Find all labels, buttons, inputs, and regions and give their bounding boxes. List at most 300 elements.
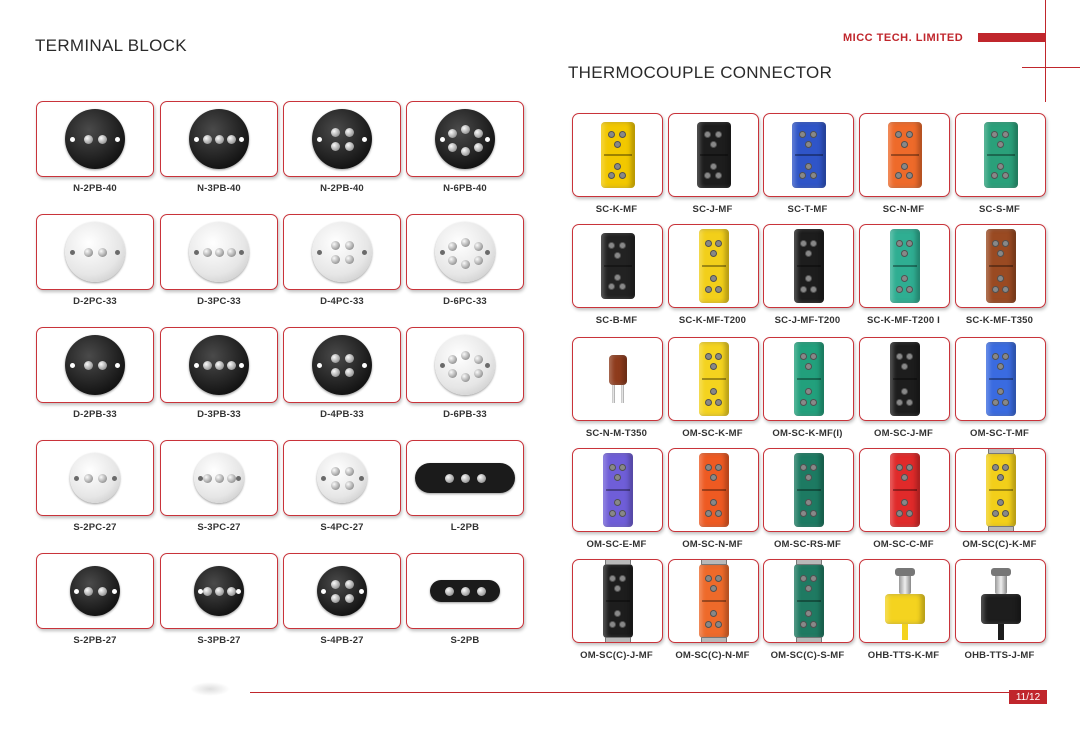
connector-body bbox=[609, 355, 627, 385]
connector-body bbox=[699, 564, 729, 638]
terminal-block-body bbox=[70, 453, 120, 503]
thermocouple-connector-title: THERMOCOUPLE CONNECTOR bbox=[568, 63, 833, 82]
connector-seam bbox=[797, 489, 821, 491]
screw-icon bbox=[98, 474, 107, 483]
pin-icon bbox=[901, 388, 908, 395]
knob-icon bbox=[895, 568, 915, 576]
brand-red-bar bbox=[978, 33, 1046, 42]
screw-icon bbox=[345, 368, 354, 377]
pin-icon bbox=[810, 240, 817, 247]
pin-icon bbox=[895, 131, 902, 138]
terminal-block-card[interactable] bbox=[283, 327, 401, 403]
connector-seam bbox=[702, 265, 726, 267]
screw-icon bbox=[227, 135, 236, 144]
connector-card[interactable] bbox=[572, 224, 663, 308]
connector-seam bbox=[797, 600, 821, 602]
pin-icon bbox=[710, 275, 717, 282]
mounting-hole bbox=[317, 250, 322, 255]
pin-icon bbox=[997, 275, 1004, 282]
pin-icon bbox=[906, 131, 913, 138]
connector-seam bbox=[700, 154, 728, 156]
connector-label: SC-K-MF-T200 bbox=[678, 315, 747, 326]
mounting-hole bbox=[317, 363, 322, 368]
connector-seam bbox=[989, 378, 1013, 380]
terminal-block-label: S-3PB-27 bbox=[197, 635, 241, 646]
connector-seam bbox=[989, 489, 1013, 491]
connector-body bbox=[890, 342, 920, 416]
screw-icon bbox=[474, 242, 483, 251]
connector-label: SC-K-MF bbox=[595, 204, 638, 215]
connector-label: SC-T-MF bbox=[787, 204, 828, 215]
clip-icon bbox=[605, 559, 631, 565]
pin-icon bbox=[810, 131, 817, 138]
pin-icon bbox=[1002, 464, 1009, 471]
pin-icon bbox=[896, 240, 903, 247]
clip-icon bbox=[796, 637, 822, 643]
connector-card[interactable] bbox=[572, 113, 663, 197]
mounting-hole bbox=[198, 589, 203, 594]
pin-icon bbox=[614, 163, 621, 170]
terminal-block-label: N-6PB-40 bbox=[443, 183, 487, 194]
pin-icon bbox=[619, 621, 626, 628]
mounting-hole bbox=[112, 589, 117, 594]
pin-icon bbox=[805, 141, 812, 148]
pin-icon bbox=[906, 353, 913, 360]
connector-body bbox=[699, 229, 729, 303]
connector-seam bbox=[989, 265, 1013, 267]
screw-icon bbox=[461, 373, 470, 382]
connector-card[interactable] bbox=[859, 559, 950, 643]
terminal-block-card[interactable] bbox=[406, 327, 524, 403]
pin-icon bbox=[1002, 131, 1009, 138]
connector-seam bbox=[604, 154, 632, 156]
pin-icon bbox=[715, 172, 722, 179]
terminal-block-card[interactable] bbox=[160, 553, 278, 629]
pin-icon bbox=[715, 575, 722, 582]
terminal-block-label: D-6PC-33 bbox=[443, 296, 487, 307]
connector-seam bbox=[987, 154, 1015, 156]
connector-card[interactable] bbox=[763, 337, 854, 421]
pin-icon bbox=[710, 141, 717, 148]
screw-icon bbox=[215, 361, 224, 370]
pin-icon bbox=[715, 353, 722, 360]
terminal-block-card[interactable] bbox=[36, 327, 154, 403]
terminal-block-label: N-3PB-40 bbox=[197, 183, 241, 194]
screw-icon bbox=[474, 256, 483, 265]
screw-icon bbox=[345, 580, 354, 589]
screw-icon bbox=[461, 587, 470, 596]
pin-icon bbox=[1002, 510, 1009, 517]
pin-icon bbox=[997, 499, 1004, 506]
pin-icon bbox=[710, 163, 717, 170]
pin-icon bbox=[608, 131, 615, 138]
screw-icon bbox=[461, 474, 470, 483]
connector-label: OM-SC(C)-S-MF bbox=[770, 650, 845, 661]
pin-icon bbox=[1002, 399, 1009, 406]
pin-icon bbox=[710, 474, 717, 481]
mounting-hole bbox=[321, 476, 326, 481]
screw-icon bbox=[215, 587, 224, 596]
mounting-hole bbox=[362, 363, 367, 368]
connector-body bbox=[984, 122, 1018, 188]
screw-icon bbox=[331, 580, 340, 589]
prong-icon bbox=[612, 385, 615, 403]
pin-icon bbox=[810, 621, 817, 628]
mounting-hole bbox=[70, 137, 75, 142]
screw-icon bbox=[345, 467, 354, 476]
terminal-block-body bbox=[435, 222, 495, 282]
mounting-hole bbox=[194, 363, 199, 368]
pin-icon bbox=[705, 353, 712, 360]
screw-icon bbox=[98, 248, 107, 257]
connector-label: OM-SC-C-MF bbox=[873, 539, 934, 550]
pin-icon bbox=[810, 464, 817, 471]
pin-icon bbox=[810, 575, 817, 582]
connector-seam bbox=[702, 600, 726, 602]
footer-line bbox=[250, 692, 1045, 693]
pin-icon bbox=[1002, 286, 1009, 293]
mounting-hole bbox=[362, 250, 367, 255]
connector-label: SC-N-M-T350 bbox=[585, 428, 648, 439]
pin-icon bbox=[800, 353, 807, 360]
terminal-block-card[interactable] bbox=[283, 101, 401, 177]
screw-icon bbox=[84, 248, 93, 257]
screw-icon bbox=[203, 361, 212, 370]
pin-icon bbox=[1002, 353, 1009, 360]
terminal-block-card[interactable] bbox=[160, 440, 278, 516]
pin-icon bbox=[710, 388, 717, 395]
pin-icon bbox=[800, 510, 807, 517]
mounting-hole bbox=[485, 363, 490, 368]
screw-icon bbox=[445, 474, 454, 483]
connector-label: OM-SC-K-MF bbox=[682, 428, 743, 439]
mounting-hole bbox=[115, 250, 120, 255]
terminal-block-label: D-2PB-33 bbox=[73, 409, 117, 420]
pin-icon bbox=[799, 131, 806, 138]
screw-icon bbox=[227, 248, 236, 257]
connector-card[interactable] bbox=[668, 113, 759, 197]
connector-seam bbox=[606, 489, 630, 491]
screw-icon bbox=[448, 256, 457, 265]
connector-body bbox=[601, 233, 635, 299]
connector-body bbox=[697, 122, 731, 188]
pin-icon bbox=[992, 240, 999, 247]
connector-card[interactable] bbox=[572, 337, 663, 421]
screw-icon bbox=[461, 260, 470, 269]
connector-card[interactable] bbox=[668, 224, 759, 308]
pin-icon bbox=[1002, 240, 1009, 247]
pin-icon bbox=[619, 242, 626, 249]
connector-label: OHB-TTS-K-MF bbox=[867, 650, 940, 661]
connector-card[interactable] bbox=[763, 448, 854, 532]
connector-card[interactable] bbox=[859, 337, 950, 421]
terminal-block-card[interactable] bbox=[36, 440, 154, 516]
terminal-block-label: N-2PB-40 bbox=[73, 183, 117, 194]
terminal-block-body bbox=[312, 222, 372, 282]
pin-icon bbox=[608, 242, 615, 249]
pin-icon bbox=[805, 363, 812, 370]
mounting-hole bbox=[239, 137, 244, 142]
connector-label: SC-J-MF-T200 bbox=[774, 315, 841, 326]
screw-icon bbox=[84, 474, 93, 483]
pin-icon bbox=[619, 283, 626, 290]
pin-icon bbox=[619, 575, 626, 582]
connector-label: SC-J-MF bbox=[692, 204, 733, 215]
handle-icon bbox=[899, 574, 911, 594]
knob-icon bbox=[991, 568, 1011, 576]
pin-icon bbox=[800, 621, 807, 628]
connector-card[interactable] bbox=[763, 224, 854, 308]
connector-label: OM-SC(C)-J-MF bbox=[580, 650, 653, 661]
screw-icon bbox=[448, 355, 457, 364]
screw-icon bbox=[474, 355, 483, 364]
terminal-block-card[interactable] bbox=[283, 440, 401, 516]
pin-icon bbox=[715, 240, 722, 247]
connector-seam bbox=[702, 489, 726, 491]
mounting-hole bbox=[70, 363, 75, 368]
pin-icon bbox=[810, 172, 817, 179]
screw-icon bbox=[98, 135, 107, 144]
screw-icon bbox=[84, 135, 93, 144]
terminal-block-card[interactable] bbox=[160, 101, 278, 177]
connector-card[interactable] bbox=[668, 559, 759, 643]
terminal-block-body bbox=[312, 109, 372, 169]
pin-icon bbox=[715, 464, 722, 471]
screw-icon bbox=[477, 587, 486, 596]
pin-icon bbox=[896, 464, 903, 471]
terminal-block-body bbox=[70, 566, 120, 616]
mounting-hole bbox=[198, 476, 203, 481]
connector-seam bbox=[893, 265, 917, 267]
terminal-block-card[interactable] bbox=[160, 214, 278, 290]
pin-icon bbox=[609, 621, 616, 628]
clip-icon bbox=[701, 637, 727, 643]
screw-icon bbox=[331, 467, 340, 476]
pin-icon bbox=[609, 464, 616, 471]
connector-card[interactable] bbox=[955, 224, 1046, 308]
terminal-block-card[interactable] bbox=[36, 553, 154, 629]
pin-icon bbox=[799, 172, 806, 179]
connector-card[interactable] bbox=[859, 113, 950, 197]
pin-icon bbox=[800, 575, 807, 582]
pin-icon bbox=[704, 131, 711, 138]
connector-body bbox=[603, 564, 633, 638]
terminal-block-label: D-6PB-33 bbox=[443, 409, 487, 420]
connector-card[interactable] bbox=[763, 113, 854, 197]
screw-icon bbox=[98, 361, 107, 370]
mounting-hole bbox=[440, 363, 445, 368]
connector-body bbox=[792, 122, 826, 188]
pin-icon bbox=[619, 510, 626, 517]
screw-icon bbox=[461, 125, 470, 134]
connector-card[interactable] bbox=[763, 559, 854, 643]
pin-icon bbox=[810, 510, 817, 517]
terminal-block-label: S-2PB bbox=[450, 635, 480, 646]
terminal-block-card[interactable] bbox=[283, 553, 401, 629]
terminal-block-card[interactable] bbox=[406, 440, 524, 516]
pin-icon bbox=[810, 286, 817, 293]
screw-icon bbox=[331, 481, 340, 490]
pin-icon bbox=[614, 141, 621, 148]
connector-body bbox=[794, 564, 824, 638]
pin-icon bbox=[614, 610, 621, 617]
terminal-block-card[interactable] bbox=[160, 327, 278, 403]
pin-icon bbox=[614, 252, 621, 259]
connector-label: OM-SC-T-MF bbox=[970, 428, 1029, 439]
screw-icon bbox=[227, 587, 236, 596]
screw-icon bbox=[215, 135, 224, 144]
mounting-hole bbox=[115, 363, 120, 368]
terminal-block-card[interactable] bbox=[36, 101, 154, 177]
connector-label: OM-SC(C)-K-MF bbox=[962, 539, 1037, 550]
screw-icon bbox=[84, 587, 93, 596]
pin-icon bbox=[906, 286, 913, 293]
terminal-block-card[interactable] bbox=[283, 214, 401, 290]
cable-tail bbox=[902, 624, 908, 640]
connector-card[interactable] bbox=[668, 448, 759, 532]
screw-icon bbox=[461, 147, 470, 156]
pin-icon bbox=[997, 250, 1004, 257]
connector-card[interactable] bbox=[859, 448, 950, 532]
pin-icon bbox=[805, 585, 812, 592]
pin-icon bbox=[997, 388, 1004, 395]
terminal-block-body bbox=[194, 453, 244, 503]
pin-icon bbox=[800, 399, 807, 406]
brand-name: MICC TECH. LIMITED bbox=[843, 32, 964, 44]
connector-body bbox=[794, 342, 824, 416]
pin-icon bbox=[906, 510, 913, 517]
pin-icon bbox=[895, 172, 902, 179]
terminal-block-card[interactable] bbox=[36, 214, 154, 290]
mounting-hole bbox=[440, 250, 445, 255]
mounting-hole bbox=[239, 363, 244, 368]
connector-card[interactable] bbox=[955, 559, 1046, 643]
clip-icon bbox=[796, 559, 822, 565]
connector-card[interactable] bbox=[955, 448, 1046, 532]
terminal-block-body bbox=[65, 109, 125, 169]
terminal-block-label: D-3PB-33 bbox=[197, 409, 241, 420]
connector-label: OM-SC-E-MF bbox=[586, 539, 647, 550]
pin-icon bbox=[614, 585, 621, 592]
connector-label: OM-SC-N-MF bbox=[682, 539, 743, 550]
connector-label: OM-SC-K-MF(I) bbox=[772, 428, 843, 439]
connector-card[interactable] bbox=[572, 559, 663, 643]
pin-icon bbox=[901, 250, 908, 257]
connector-label: SC-N-MF bbox=[882, 204, 925, 215]
connector-card[interactable] bbox=[859, 224, 950, 308]
connector-seam bbox=[797, 378, 821, 380]
connector-card[interactable] bbox=[572, 448, 663, 532]
screw-icon bbox=[445, 587, 454, 596]
connector-card[interactable] bbox=[668, 337, 759, 421]
footer-watermark-smudge bbox=[190, 682, 230, 696]
terminal-block-card[interactable] bbox=[406, 553, 524, 629]
corner-vertical-line bbox=[1045, 0, 1046, 102]
screw-icon bbox=[331, 354, 340, 363]
pin-icon bbox=[901, 474, 908, 481]
terminal-block-body bbox=[317, 566, 367, 616]
terminal-block-label: D-4PC-33 bbox=[320, 296, 364, 307]
pin-icon bbox=[608, 283, 615, 290]
mounting-hole bbox=[112, 476, 117, 481]
connector-body bbox=[601, 122, 635, 188]
screw-icon bbox=[331, 142, 340, 151]
screw-icon bbox=[331, 128, 340, 137]
connector-body bbox=[890, 453, 920, 527]
connector-card[interactable] bbox=[955, 337, 1046, 421]
pin-icon bbox=[614, 274, 621, 281]
pin-icon bbox=[997, 363, 1004, 370]
screw-icon bbox=[331, 594, 340, 603]
terminal-block-body bbox=[430, 580, 500, 602]
pin-icon bbox=[896, 353, 903, 360]
connector-card[interactable] bbox=[955, 113, 1046, 197]
handle-icon bbox=[995, 574, 1007, 594]
terminal-block-body bbox=[189, 222, 249, 282]
connector-label: OM-SC-J-MF bbox=[874, 428, 933, 439]
mounting-hole bbox=[194, 250, 199, 255]
pin-icon bbox=[805, 250, 812, 257]
terminal-block-card[interactable] bbox=[406, 101, 524, 177]
screw-icon bbox=[461, 351, 470, 360]
mounting-hole bbox=[236, 589, 241, 594]
pin-icon bbox=[705, 510, 712, 517]
screw-icon bbox=[203, 248, 212, 257]
terminal-block-label: L-2PB bbox=[450, 522, 480, 533]
connector-label: SC-S-MF bbox=[979, 204, 1020, 215]
terminal-block-label: S-4PB-27 bbox=[320, 635, 364, 646]
pin-icon bbox=[896, 399, 903, 406]
screw-icon bbox=[345, 354, 354, 363]
cable-tail bbox=[998, 624, 1004, 640]
connector-seam bbox=[893, 378, 917, 380]
mounting-hole bbox=[362, 137, 367, 142]
screw-icon bbox=[215, 474, 224, 483]
pin-icon bbox=[805, 499, 812, 506]
terminal-block-card[interactable] bbox=[406, 214, 524, 290]
mounting-hole bbox=[317, 137, 322, 142]
screw-icon bbox=[474, 143, 483, 152]
terminal-block-label: N-2PB-40 bbox=[320, 183, 364, 194]
terminal-block-body bbox=[435, 109, 495, 169]
pin-icon bbox=[705, 286, 712, 293]
connector-seam bbox=[893, 489, 917, 491]
pin-icon bbox=[997, 163, 1004, 170]
page-number: 11/12 bbox=[1009, 690, 1047, 704]
screw-icon bbox=[227, 361, 236, 370]
pin-icon bbox=[810, 353, 817, 360]
screw-icon bbox=[474, 369, 483, 378]
pin-icon bbox=[704, 172, 711, 179]
screw-icon bbox=[345, 255, 354, 264]
pin-icon bbox=[715, 286, 722, 293]
terminal-block-label: S-4PC-27 bbox=[320, 522, 364, 533]
pin-icon bbox=[991, 172, 998, 179]
connector-seam bbox=[891, 154, 919, 156]
connector-seam bbox=[604, 265, 632, 267]
screw-icon bbox=[203, 587, 212, 596]
pin-icon bbox=[710, 585, 717, 592]
pin-icon bbox=[997, 141, 1004, 148]
terminal-block-label: S-2PC-27 bbox=[73, 522, 117, 533]
pin-icon bbox=[992, 353, 999, 360]
screw-icon bbox=[345, 594, 354, 603]
mounting-hole bbox=[485, 137, 490, 142]
connector-body bbox=[699, 342, 729, 416]
mounting-hole bbox=[194, 137, 199, 142]
screw-icon bbox=[477, 474, 486, 483]
clip-icon bbox=[988, 526, 1014, 532]
